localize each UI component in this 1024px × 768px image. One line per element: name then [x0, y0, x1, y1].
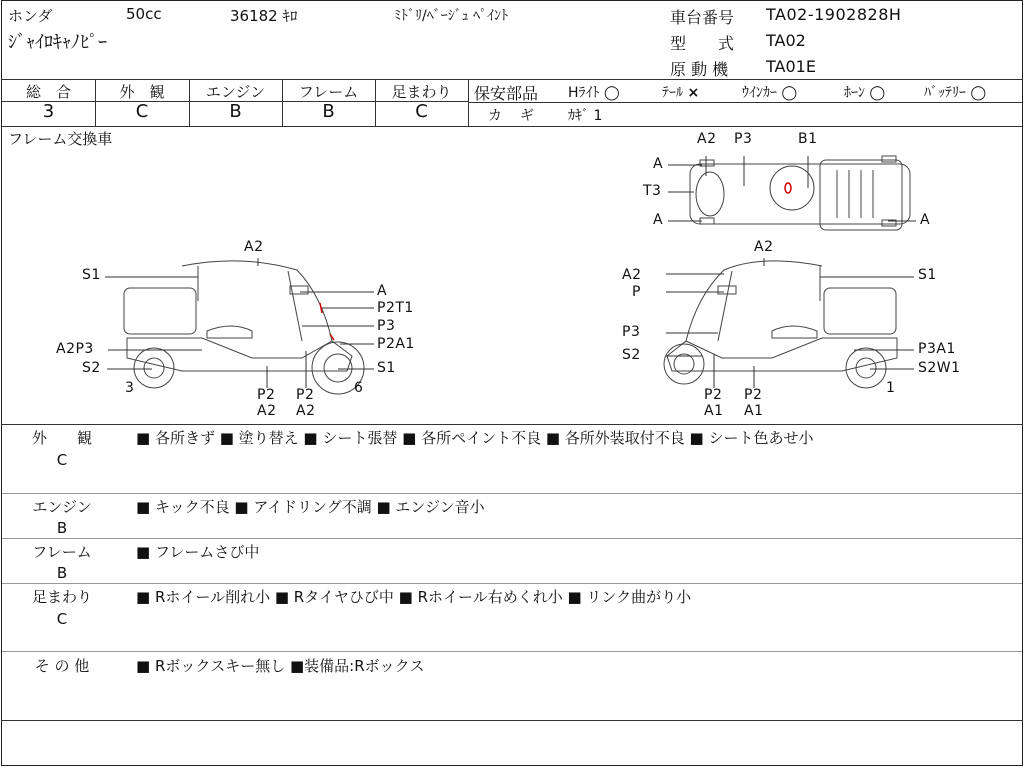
- diag-right-s2: S2: [622, 347, 641, 363]
- remark-frame-text: ■ フレームさび中: [136, 543, 260, 561]
- frame-no: TA02-1902828H: [766, 5, 902, 24]
- remark-engine-label: エンジン: [32, 498, 92, 516]
- safety-label: 保安部品: [474, 84, 539, 103]
- remark-exterior-text: ■ 各所きず ■ 塗り替え ■ シート張替 ■ 各所ペイント不良 ■ 各所外装取付不良 ■ シート色あせ小: [136, 429, 814, 447]
- damage-marks: [320, 183, 791, 340]
- diag-right-p3a1: P3A1: [918, 341, 956, 357]
- diag-left-p2-a: P2: [257, 387, 276, 403]
- safety-item-headlight: Hﾗｲﾄ ◯: [568, 85, 620, 101]
- callout-lines: [105, 156, 916, 388]
- type-label: 型 式: [670, 34, 735, 53]
- diag-top-a-left: A: [653, 212, 664, 228]
- divider: [2, 424, 1022, 425]
- diag-right-s1: S1: [918, 267, 937, 283]
- grade-header-exterior: 外 観: [119, 83, 165, 101]
- diag-right-s2w1: S2W1: [918, 360, 961, 376]
- divider: [2, 720, 1022, 721]
- diag-top-t3: T3: [643, 183, 662, 199]
- remark-frame-label: フレーム: [32, 543, 92, 561]
- safety-item-tail: ﾃｰﾙ ×: [662, 85, 700, 101]
- diag-left-a2p3: A2P3: [56, 341, 94, 357]
- type-value: TA02: [766, 31, 806, 50]
- scooter-right-side-view: [664, 261, 897, 388]
- diag-top-a-right: A: [920, 212, 931, 228]
- grade-value-frame: B: [322, 101, 335, 122]
- divider: [2, 493, 1022, 494]
- safety-item-winker: ｳｲﾝｶｰ ◯: [742, 85, 798, 101]
- diag-top-a2: A2: [697, 131, 717, 147]
- safety-item-horn: ﾎｰﾝ ◯: [844, 85, 886, 101]
- diag-left-a2: A2: [244, 239, 264, 255]
- engine-value: TA01E: [766, 57, 816, 76]
- diag-left-a: A: [377, 283, 388, 299]
- grade-value-exterior: C: [135, 101, 149, 122]
- diag-top-a-front: A: [653, 156, 664, 172]
- grade-value-engine: B: [229, 101, 242, 122]
- diag-left-p3: P3: [377, 318, 396, 334]
- key-value: ｶｷﾞ 1: [568, 108, 603, 124]
- displacement: 50cc: [126, 5, 162, 23]
- key-label: カ ギ: [488, 108, 536, 124]
- diag-right-p2-b: P2: [744, 387, 763, 403]
- diag-left-s1-rear: S1: [377, 360, 396, 376]
- maker: ホンダ: [8, 7, 53, 25]
- scooter-left-side-view: [124, 261, 364, 394]
- divider: [468, 79, 469, 126]
- remark-suspension-label: 足まわり: [31, 588, 92, 606]
- engine-label: 原 動 機: [670, 60, 729, 79]
- diag-left-6: 6: [354, 380, 364, 396]
- diag-right-p: P: [632, 284, 641, 300]
- grade-header-engine: エンジン: [205, 83, 266, 101]
- remark-exterior-label: 外 観: [31, 429, 92, 447]
- diag-left-p2a1: P2A1: [377, 336, 415, 352]
- diag-top-p3: P3: [734, 131, 753, 147]
- safety-item-battery: ﾊﾞｯﾃﾘｰ ◯: [924, 85, 987, 101]
- grade-header-overall: 総 合: [25, 83, 71, 101]
- remark-engine-text: ■ キック不良 ■ アイドリング不調 ■ エンジン音小: [136, 498, 485, 516]
- diag-left-s1: S1: [82, 267, 101, 283]
- diag-right-a1-a: A1: [704, 403, 724, 419]
- inspection-sheet: [1, 0, 1023, 766]
- scooter-diagram: [2, 126, 1022, 426]
- diag-top-b1: B1: [798, 131, 818, 147]
- model-name: ｼﾞｬｲﾛｷｬﾉﾋﾟｰ: [8, 32, 107, 53]
- remark-frame-grade: B: [56, 564, 68, 582]
- diag-left-s2: S2: [82, 360, 101, 376]
- grade-header-suspension: 足まわり: [391, 83, 452, 101]
- remark-suspension-text: ■ Rホイール削れ小 ■ Rタイヤひび中 ■ Rホイール右めくれ小 ■ リンク曲がり小: [136, 588, 692, 606]
- diag-right-a2: A2: [622, 267, 642, 283]
- diag-right-1: 1: [886, 380, 896, 396]
- diag-left-a2-b: A2: [296, 403, 316, 419]
- frame-replaced-note: フレーム交換車: [8, 130, 113, 148]
- diag-right-a1-b: A1: [744, 403, 764, 419]
- grade-value-suspension: C: [415, 101, 428, 122]
- diag-right-p2-a: P2: [704, 387, 723, 403]
- grade-value-overall: 3: [42, 101, 55, 122]
- diag-left-p2t1: P2T1: [377, 300, 414, 316]
- divider: [2, 583, 1022, 584]
- remark-other-text: ■ Rボックスキー無し ■装備品:Rボックス: [136, 657, 425, 675]
- scooter-top-view: [690, 156, 910, 230]
- mileage: 36182 ｷﾛ: [230, 7, 298, 25]
- remark-suspension-grade: C: [56, 610, 68, 628]
- diag-right-a2-top: A2: [754, 239, 774, 255]
- frame-no-label: 車台番号: [670, 8, 735, 27]
- divider: [2, 538, 1022, 539]
- diag-left-3: 3: [125, 380, 135, 396]
- divider: [2, 651, 1022, 652]
- grade-header-frame: フレーム: [298, 83, 359, 101]
- diag-left-p2-b: P2: [296, 387, 315, 403]
- remark-exterior-grade: C: [56, 451, 68, 469]
- diag-right-p3: P3: [622, 324, 641, 340]
- remark-engine-grade: B: [56, 519, 68, 537]
- divider: [2, 79, 1022, 80]
- remark-other-label: そ の 他: [34, 657, 90, 675]
- divider: [468, 102, 1022, 103]
- diag-left-a2-a: A2: [257, 403, 277, 419]
- body-color: ﾐﾄﾞﾘ/ﾍﾞｰｼﾞｭ ﾍﾟｲﾝﾄ: [394, 8, 509, 24]
